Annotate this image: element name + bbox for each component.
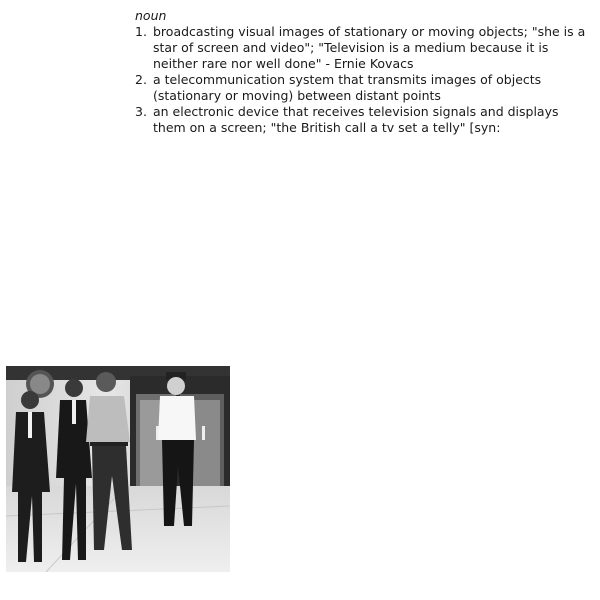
sense-item	[135, 72, 590, 104]
sense-item	[135, 24, 590, 72]
part-of-speech-label: noun	[135, 8, 167, 23]
definition-block	[135, 8, 590, 136]
sense-text: an electronic device that receives television signals and displays them on a screen; "the British call a tv set a telly" [syn:	[153, 104, 559, 135]
sense-text: a telecommunication system that transmits images of objects (stationary or moving) between distant points	[153, 72, 542, 103]
sense-number: 1.	[135, 24, 147, 39]
sense-number: 3.	[135, 104, 147, 119]
sense-item	[135, 104, 590, 136]
photo-men-looking-up	[6, 366, 230, 572]
sense-number: 2.	[135, 72, 147, 87]
sense-text: broadcasting visual images of stationary or moving objects; "she is a star of screen and video"; "Television is a medium because it is neither rare nor well done" - Ernie Kovacs	[153, 24, 586, 71]
sense-list	[135, 24, 590, 136]
